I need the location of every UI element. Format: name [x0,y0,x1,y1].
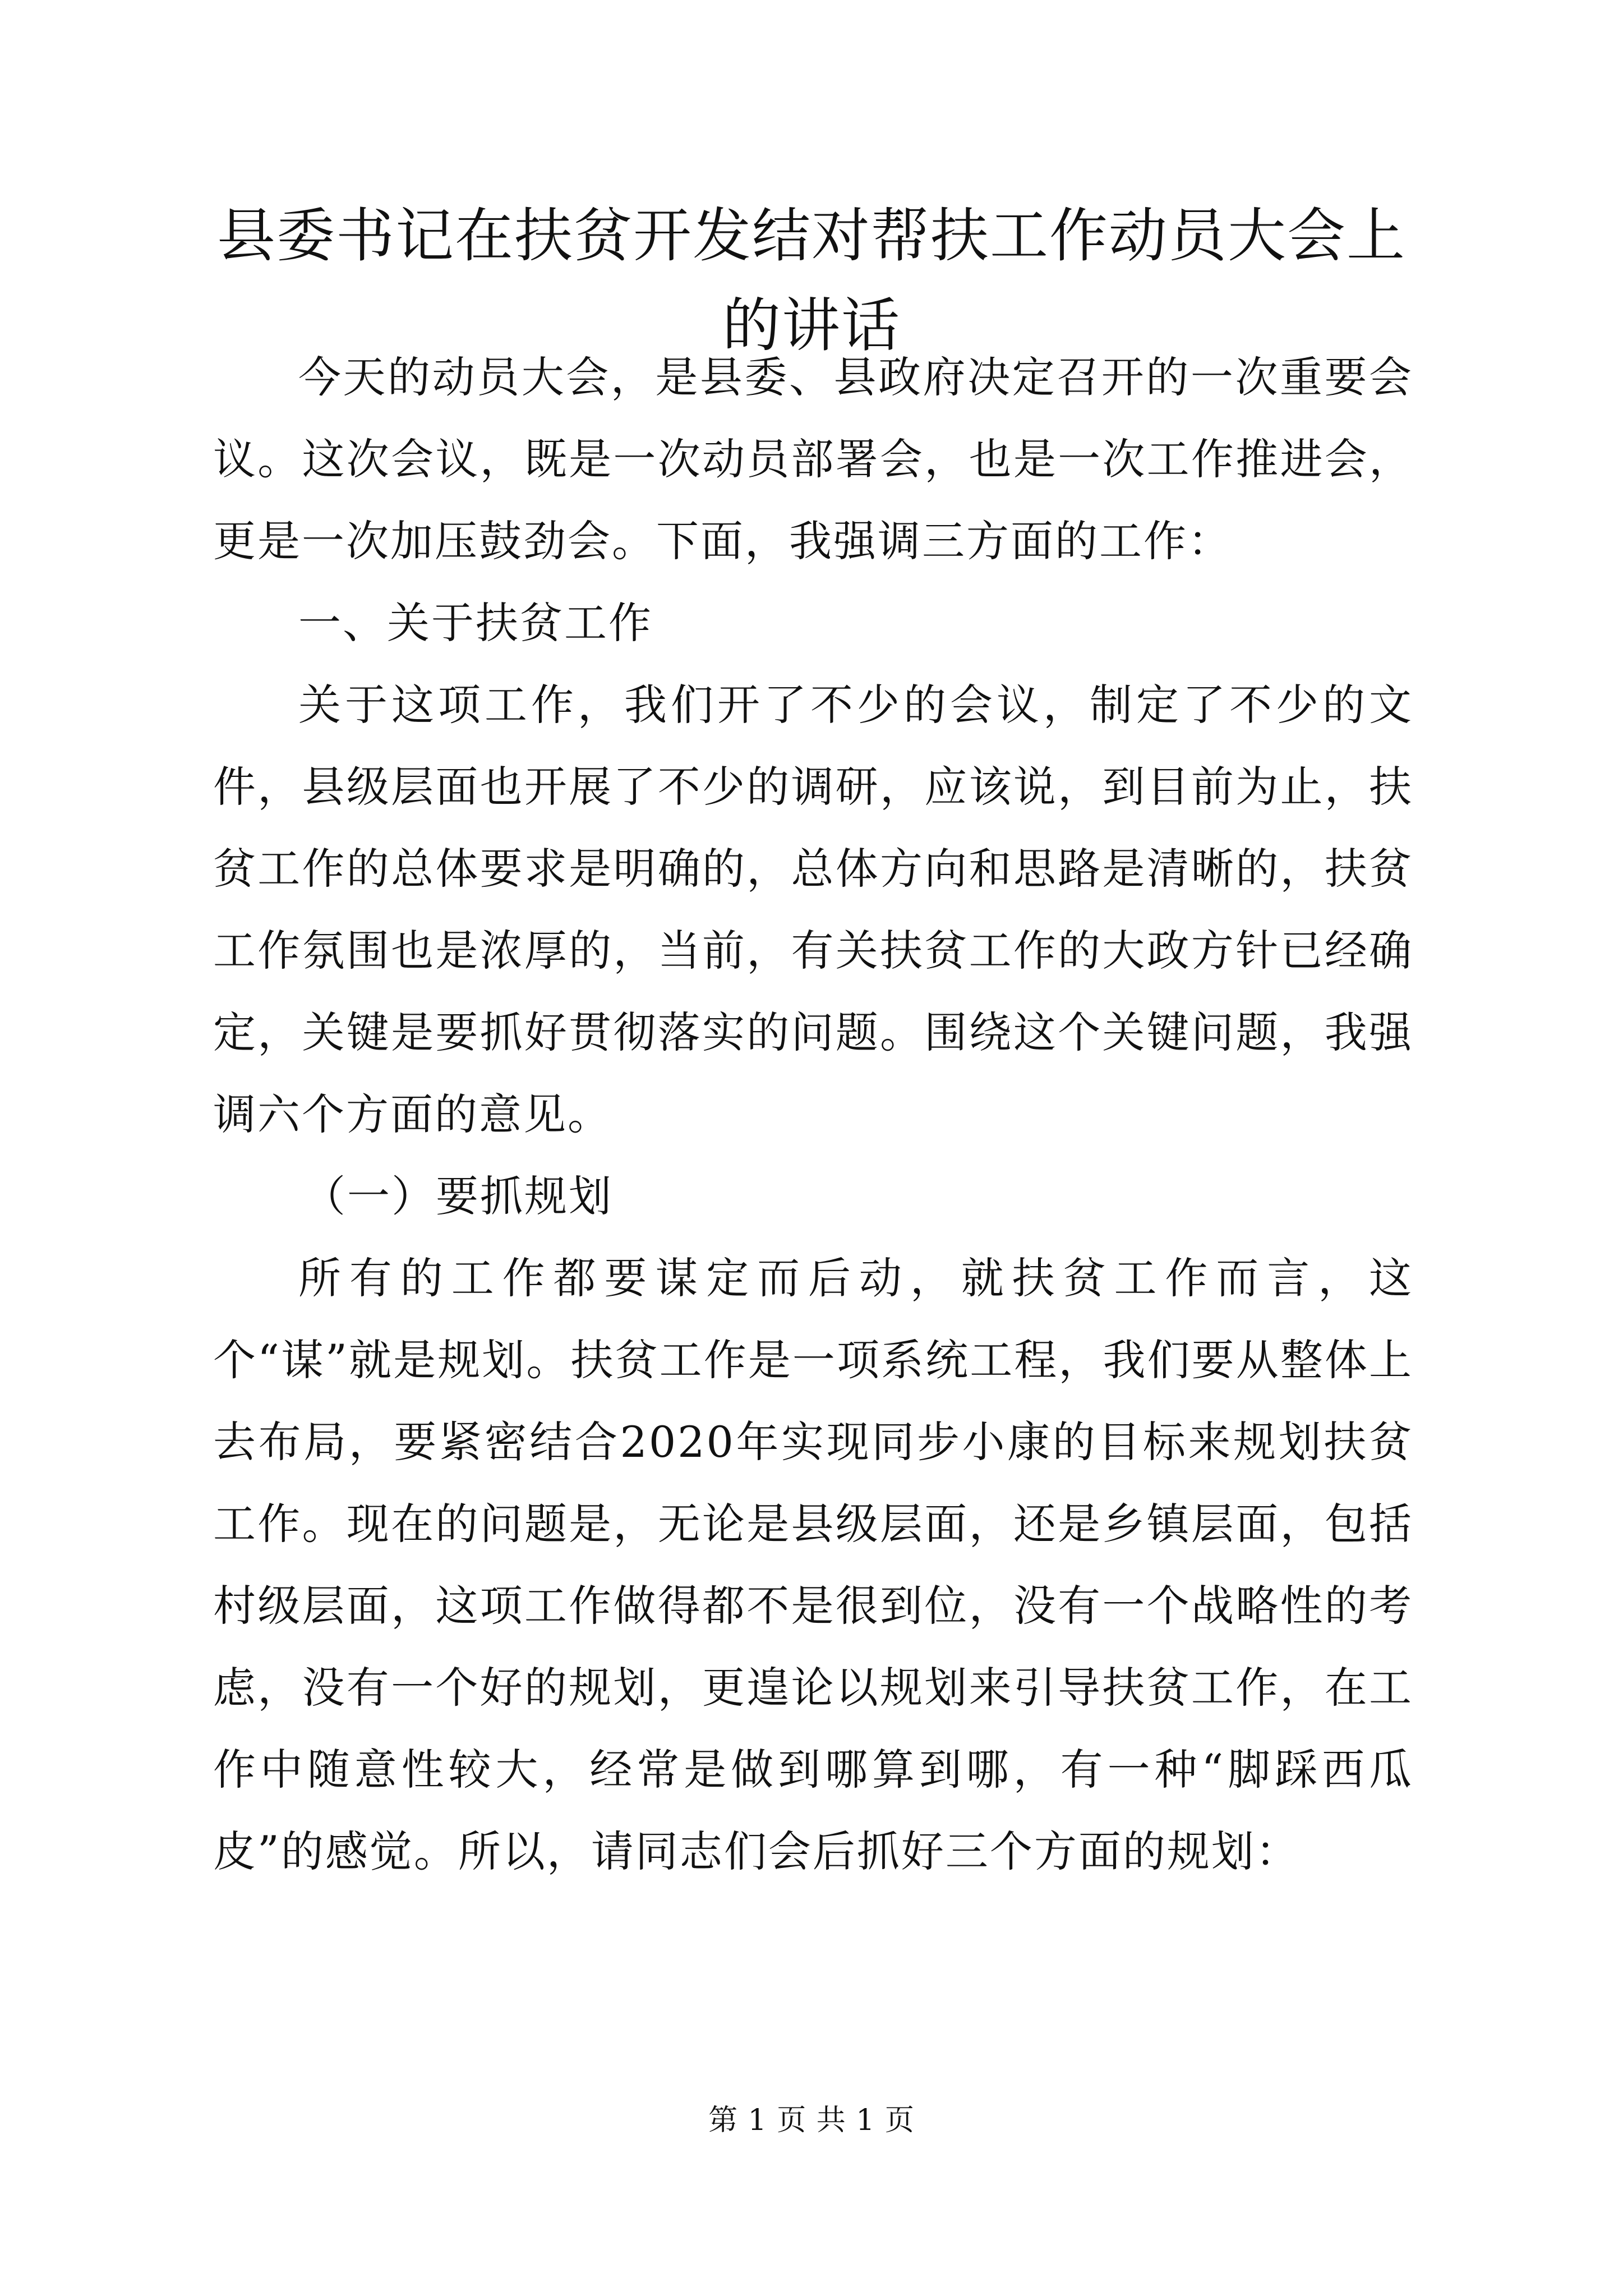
paragraph-section-1: 关于这项工作，我们开了不少的会议，制定了不少的文件，县级层面也开展了不少的调研，应该说，到目前为止，扶贫工作的总体要求是明确的，总体方向和思路是清晰的，扶贫工作氛围也是浓厚的，当前，有关扶贫工作的大政方针已经确定，关键是要抓好贯彻落实的问题。围绕这个关键问题，我强调六个方面的意见。 [213,680,1413,1139]
subsection-heading-1: （一）要抓规划 [303,1171,613,1221]
paragraph-planning: 所有的工作都要谋定而后动，就扶贫工作而言，这个“谋”就是规划。扶贫工作是一项系统工程，我们要从整体上去布局，要紧密结合2020年实现同步小康的目标来规划扶贫工作。现在的问题是，无论是县级层面，还是乡镇层面，包括村级层面，这项工作做得都不是很到位，没有一个战略性的考虑，没有一个好的规划，更遑论以规划来引导扶贫工作，在工作中随意性较大，经常是做到哪算到哪，有一种“脚踩西瓜皮”的感觉。所以，请同志们会后抓好三个方面的规划： [213,1253,1413,1876]
paragraph-intro: 今天的动员大会，是县委、县政府决定召开的一次重要会议。这次会议，既是一次动员部署会，也是一次工作推进会，更是一次加压鼓劲会。下面，我强调三方面的工作： [213,352,1413,566]
section-heading-1: 一、关于扶贫工作 [298,598,653,648]
document-body [213,337,1413,1893]
document-title: 县委书记在扶贫开发结对帮扶工作动员大会上的讲话 [216,201,1406,360]
page-footer: 第 1 页 共 1 页 [708,2104,915,2137]
